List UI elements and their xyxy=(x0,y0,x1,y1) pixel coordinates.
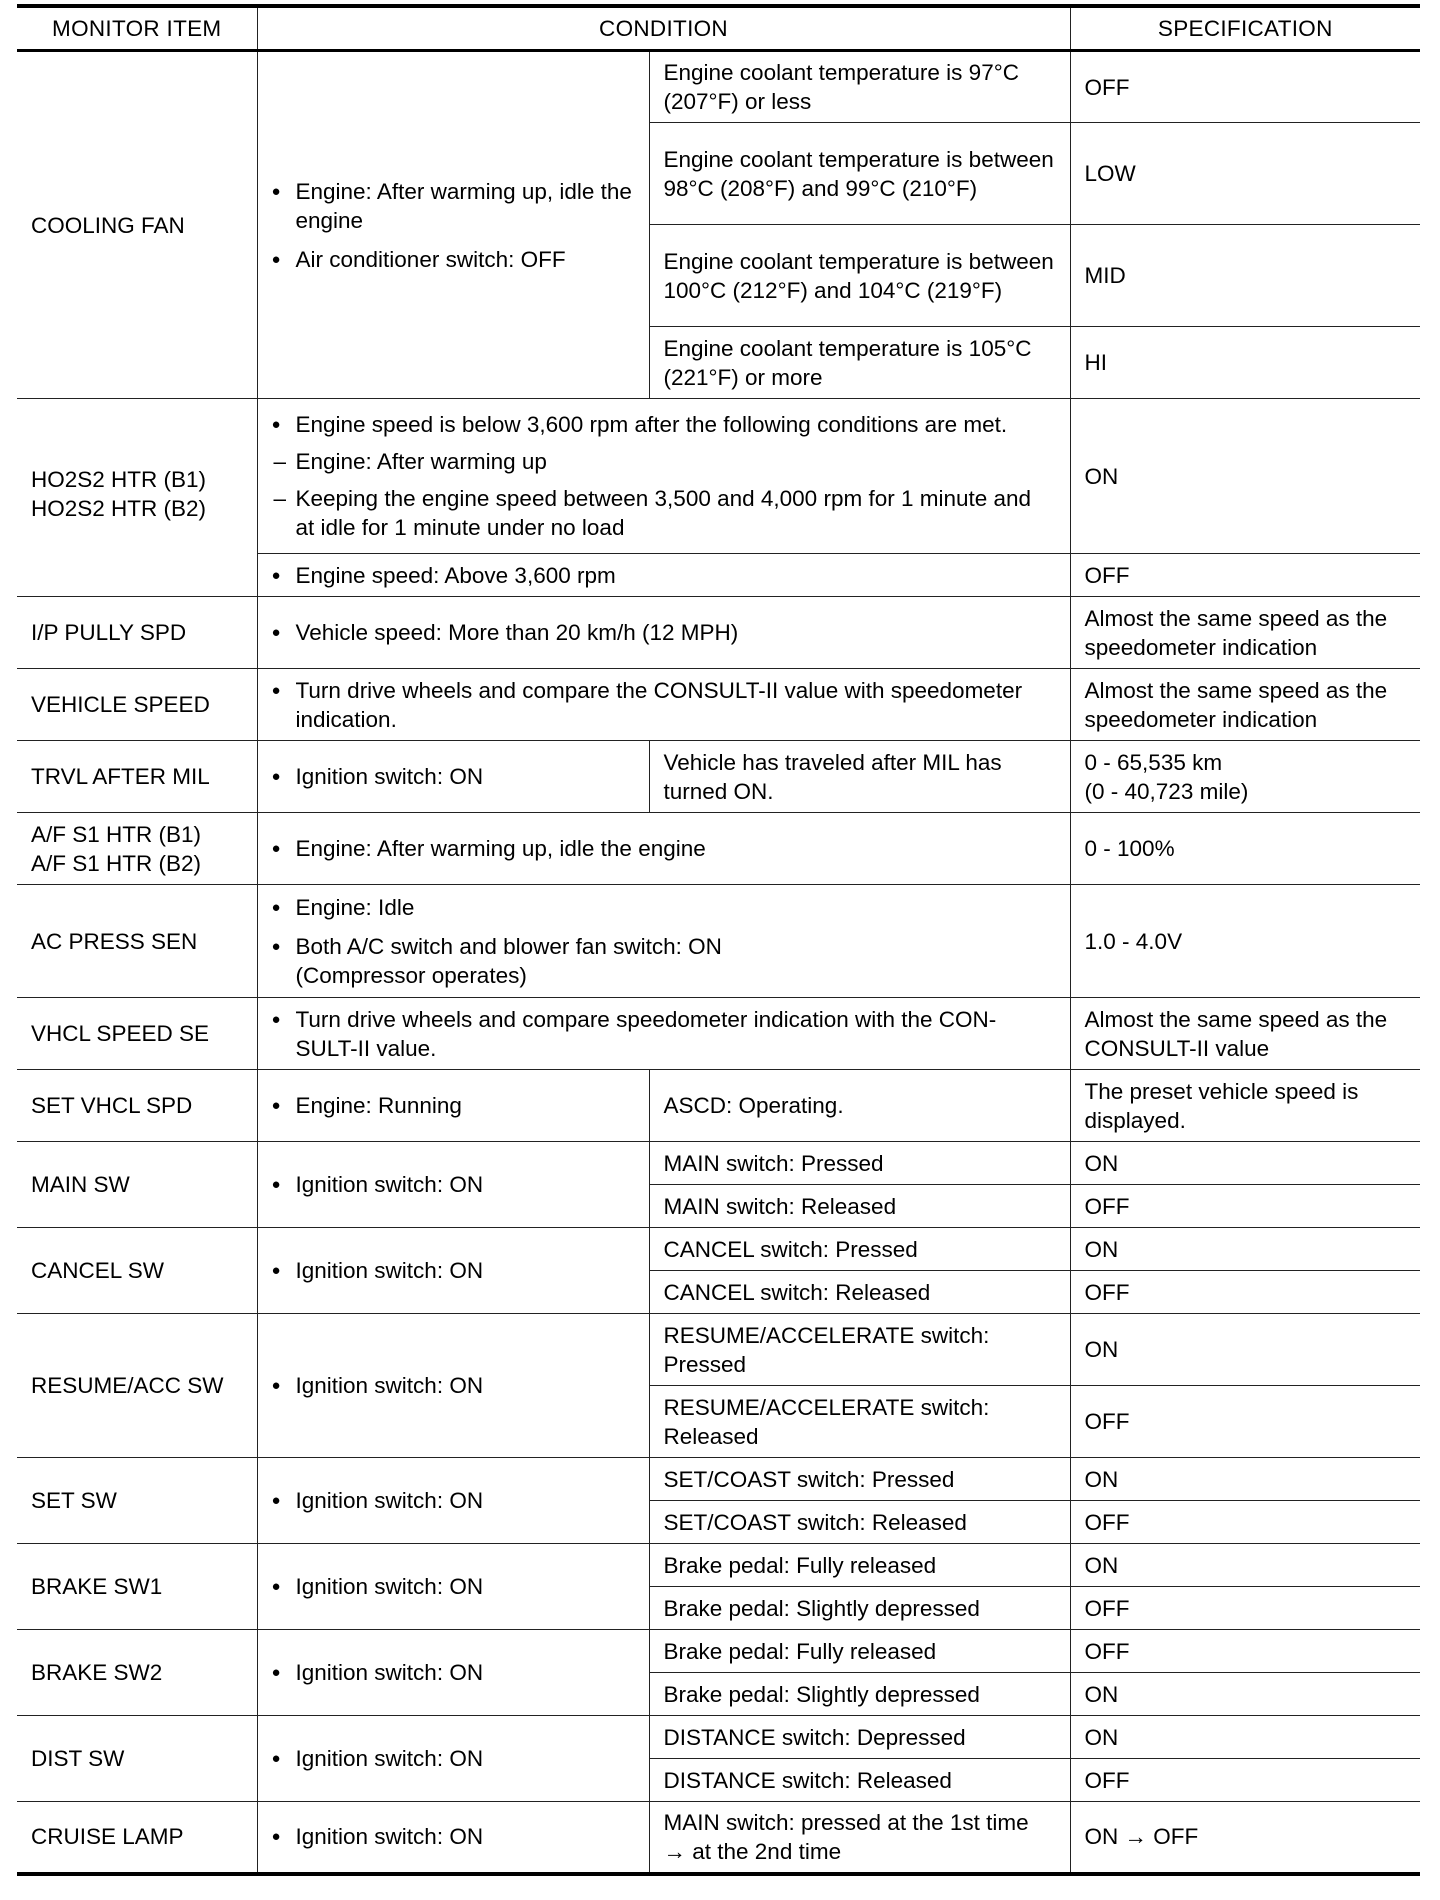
table-row xyxy=(17,399,1420,554)
spec-line: 0 - 65,535 km xyxy=(1084,749,1223,775)
condition-bullet: ● Air conditioner switch: OFF xyxy=(272,245,635,274)
sub-condition-cell: MAIN switch: pressed at the 1st time → at the 2nd time xyxy=(649,1802,1070,1874)
monitor-item-cell: RESUME/ACC SW xyxy=(17,1314,257,1458)
specification-cell: Almost the same speed as the speedometer indication xyxy=(1070,597,1420,669)
specification-cell: ON xyxy=(1070,1314,1420,1386)
monitor-item-cell: SET SW xyxy=(17,1458,257,1544)
table-row xyxy=(17,741,1420,813)
specification-cell: OFF xyxy=(1070,1501,1420,1544)
table-row xyxy=(17,1228,1420,1271)
monitor-item-cell: VHCL SPEED SE xyxy=(17,998,257,1070)
specification-cell: HI xyxy=(1070,327,1420,399)
table-row xyxy=(17,998,1420,1070)
specification-cell: OFF xyxy=(1070,554,1420,597)
table-row xyxy=(17,597,1420,669)
monitor-item-cell: AC PRESS SEN xyxy=(17,885,257,998)
header-monitor-item: MONITOR ITEM xyxy=(17,6,257,51)
sub-condition-cell: SET/COAST switch: Pressed xyxy=(649,1458,1070,1501)
condition-bullet: ● Vehicle speed: More than 20 km/h (12 MPH) xyxy=(272,618,1056,647)
condition-cell xyxy=(257,998,1070,1070)
condition-cell xyxy=(257,741,649,813)
monitor-item-cell: COOLING FAN xyxy=(17,51,257,399)
sub-condition-cell: Brake pedal: Slightly depressed xyxy=(649,1587,1070,1630)
condition-bullet: ● Ignition switch: ON xyxy=(272,1170,635,1199)
sub-condition-cell: Vehicle has traveled after MIL has turned ON. xyxy=(649,741,1070,813)
specification-cell: OFF xyxy=(1070,1271,1420,1314)
condition-cell xyxy=(257,1630,649,1716)
condition-cell xyxy=(257,554,1070,597)
condition-cell xyxy=(257,399,1070,554)
monitor-item-cell: I/P PULLY SPD xyxy=(17,597,257,669)
monitor-item-cell: SET VHCL SPD xyxy=(17,1070,257,1142)
monitor-item-cell xyxy=(17,399,257,597)
monitor-item-cell: CANCEL SW xyxy=(17,1228,257,1314)
condition-cell xyxy=(257,51,649,399)
condition-cell xyxy=(257,597,1070,669)
condition-bullet: ● Ignition switch: ON xyxy=(272,1658,635,1687)
table-row xyxy=(17,1070,1420,1142)
monitor-item-line: HO2S2 HTR (B2) xyxy=(31,496,207,521)
condition-bullet: ● Ignition switch: ON xyxy=(272,762,635,791)
condition-bullet xyxy=(272,932,1056,990)
condition-dash: – Keeping the engine speed between 3,500 and 4,000 rpm for 1 minute and at idle for 1 minute under no load xyxy=(272,484,1056,542)
specification-cell: ON xyxy=(1070,1673,1420,1716)
condition-bullet: ● Ignition switch: ON xyxy=(272,1744,635,1773)
sub-condition-cell: RESUME/ACCELERATE switch: Pressed xyxy=(649,1314,1070,1386)
table-row xyxy=(17,51,1420,123)
sub-condition-cell: DISTANCE switch: Depressed xyxy=(649,1716,1070,1759)
condition-bullet: ● Ignition switch: ON xyxy=(272,1572,635,1601)
specification-cell: The preset vehicle speed is displayed. xyxy=(1070,1070,1420,1142)
table-row xyxy=(17,1544,1420,1587)
specification-cell: Almost the same speed as the CONSULT-II value xyxy=(1070,998,1420,1070)
condition-bullet: ● Engine: After warming up, idle the engine xyxy=(272,834,1056,863)
header-row xyxy=(17,6,1420,51)
sub-condition-cell: Brake pedal: Slightly depressed xyxy=(649,1673,1070,1716)
specification-cell: ON xyxy=(1070,399,1420,554)
table-row xyxy=(17,1716,1420,1759)
specification-cell: ON xyxy=(1070,1716,1420,1759)
sub-condition-cell: Brake pedal: Fully released xyxy=(649,1630,1070,1673)
condition-cell xyxy=(257,1228,649,1314)
condition-bullet: ● Ignition switch: ON xyxy=(272,1486,635,1515)
sub-condition-cell: SET/COAST switch: Released xyxy=(649,1501,1070,1544)
condition-cell xyxy=(257,885,1070,998)
condition-cell xyxy=(257,1314,649,1458)
monitor-item-cell: MAIN SW xyxy=(17,1142,257,1228)
specification-cell: ON xyxy=(1070,1458,1420,1501)
sub-condition-cell: CANCEL switch: Released xyxy=(649,1271,1070,1314)
monitor-item-cell: TRVL AFTER MIL xyxy=(17,741,257,813)
condition-text: Turn drive wheels and compare speedometer indication with the CON-SULT-II value. xyxy=(295,1006,997,1061)
specification-cell: 1.0 - 4.0V xyxy=(1070,885,1420,998)
specification-cell: 0 - 100% xyxy=(1070,813,1420,885)
condition-bullet: ● Ignition switch: ON xyxy=(272,1822,635,1851)
condition-cell xyxy=(257,1142,649,1228)
condition-cell xyxy=(257,669,1070,741)
specification-cell: ON xyxy=(1070,1142,1420,1185)
specification-cell: Almost the same speed as the speedometer indication xyxy=(1070,669,1420,741)
condition-bullet xyxy=(272,1005,1056,1063)
specification-cell: OFF xyxy=(1070,51,1420,123)
specification-cell: OFF xyxy=(1070,1386,1420,1458)
table-row xyxy=(17,1802,1420,1874)
specification-cell: OFF xyxy=(1070,1587,1420,1630)
specification-cell: LOW xyxy=(1070,123,1420,225)
table-row xyxy=(17,1314,1420,1386)
spec-line: (0 - 40,723 mile) xyxy=(1084,778,1249,804)
condition-bullet: ● Turn drive wheels and compare the CONSULT-II value with speedometer indication. xyxy=(272,676,1056,734)
header-specification: SPECIFICATION xyxy=(1070,6,1420,51)
table-row xyxy=(17,885,1420,998)
specification-cell: ON xyxy=(1070,1228,1420,1271)
specification-cell xyxy=(1070,741,1420,813)
table-row xyxy=(17,1458,1420,1501)
condition-bullet: ● Engine speed: Above 3,600 rpm xyxy=(272,561,1056,590)
specification-cell: OFF xyxy=(1070,1185,1420,1228)
header-condition: CONDITION xyxy=(257,6,1070,51)
monitor-item-line: HO2S2 HTR (B1) xyxy=(31,467,207,492)
condition-cell xyxy=(257,1544,649,1630)
monitor-spec-page xyxy=(17,4,1420,1876)
sub-condition-cell: ASCD: Operating. xyxy=(649,1070,1070,1142)
monitor-item-line: A/F S1 HTR (B1) xyxy=(31,821,202,847)
condition-bullet: ● Engine: Running xyxy=(272,1091,635,1120)
sub-condition-cell: Engine coolant temperature is 105°C (221°F) or more xyxy=(649,327,1070,399)
sub-condition-cell: RESUME/ACCELERATE switch: Released xyxy=(649,1386,1070,1458)
monitor-spec-table xyxy=(17,4,1420,1876)
condition-cell xyxy=(257,1802,649,1874)
sub-condition-cell: CANCEL switch: Pressed xyxy=(649,1228,1070,1271)
specification-cell: OFF xyxy=(1070,1630,1420,1673)
condition-dash: – Engine: After warming up xyxy=(272,447,1056,476)
specification-cell: MID xyxy=(1070,225,1420,327)
table-row xyxy=(17,1630,1420,1673)
condition-cell xyxy=(257,1458,649,1544)
condition-bullet: ● Ignition switch: ON xyxy=(272,1371,635,1400)
sub-condition-cell: Engine coolant temperature is between 98°C (208°F) and 99°C (210°F) xyxy=(649,123,1070,225)
sub-condition-cell: DISTANCE switch: Released xyxy=(649,1759,1070,1802)
specification-cell: ON xyxy=(1070,1544,1420,1587)
sub-condition-cell: Engine coolant temperature is between 100°C (212°F) and 104°C (219°F) xyxy=(649,225,1070,327)
sub-condition-cell: MAIN switch: Pressed xyxy=(649,1142,1070,1185)
table-row xyxy=(17,1142,1420,1185)
monitor-item-cell: VEHICLE SPEED xyxy=(17,669,257,741)
condition-bullet: ● Engine speed is below 3,600 rpm after the following conditions are met. xyxy=(272,410,1056,439)
condition-cell xyxy=(257,1070,649,1142)
condition-bullet: ● Engine: Idle xyxy=(272,893,1056,922)
condition-bullet: ● Engine: After warming up, idle the engine xyxy=(272,177,635,235)
monitor-item-cell: BRAKE SW1 xyxy=(17,1544,257,1630)
monitor-item-cell: DIST SW xyxy=(17,1716,257,1802)
sub-condition-cell: Engine coolant temperature is 97°C (207°F) or less xyxy=(649,51,1070,123)
monitor-item-cell: CRUISE LAMP xyxy=(17,1802,257,1874)
condition-cell xyxy=(257,813,1070,885)
table-row xyxy=(17,669,1420,741)
specification-cell: OFF xyxy=(1070,1759,1420,1802)
sub-condition-cell: Brake pedal: Fully released xyxy=(649,1544,1070,1587)
monitor-item-cell xyxy=(17,813,257,885)
sub-condition-cell: MAIN switch: Released xyxy=(649,1185,1070,1228)
condition-cell xyxy=(257,1716,649,1802)
monitor-item-line: A/F S1 HTR (B2) xyxy=(31,850,202,876)
condition-text: Both A/C switch and blower fan switch: ON (Compressor operates) xyxy=(295,933,722,988)
condition-bullet: ● Ignition switch: ON xyxy=(272,1256,635,1285)
specification-cell: ON → OFF xyxy=(1070,1802,1420,1874)
monitor-item-cell: BRAKE SW2 xyxy=(17,1630,257,1716)
table-row xyxy=(17,813,1420,885)
